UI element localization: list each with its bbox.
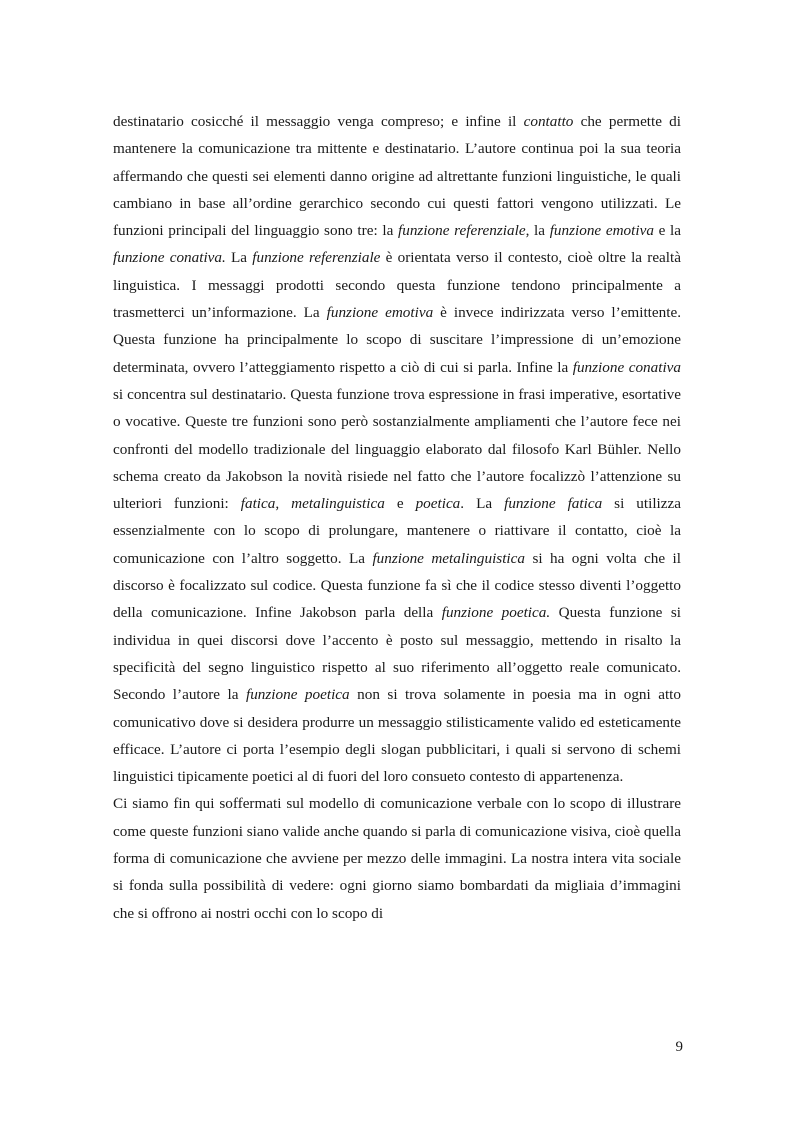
text-run: si utilizza essenzialmente con lo scopo di prolungare, mantenere o riattivare il contatto, cioè la comunicazione con l’altro soggetto. La <box>113 495 681 567</box>
text-run: che permette di mantenere la comunicazione tra mittente e destinatario. L’autore continua poi la sua teoria affermando che questi sei elementi danno origine ad altrettante funzioni linguistiche, le quali cambiano in base all’ordine gerarchico secondo cui questi fattori vengono utilizzati. Le funzioni principali del linguaggio sono tre: la <box>113 113 681 240</box>
text-run: destinatario cosicché il messaggio venga compreso; e infine il <box>113 113 524 130</box>
italic-term: funzione referenziale <box>398 222 526 240</box>
paragraph-visual-communication: Ci siamo fin qui soffermati sul modello di comunicazione verbale con lo scopo di illustrare come queste funzioni siano valide anche quando si parla di comunicazione visiva, cioè quella forma di comunicazione che avviene per mezzo delle immagini. La nostra intera vita sociale si fonda sulla possibilità di vedere: ogni giorno siamo bombardati da migliaia d’immagini che si offrono ai nostri occhi con lo scopo di <box>113 795 681 922</box>
page-number: 9 <box>675 1039 683 1055</box>
paragraph-functions <box>113 108 681 790</box>
italic-term: funzione poetica. <box>441 604 551 622</box>
text-run: Questa funzione si individua in quei discorsi dove l’accento è posto sul messaggio, mettendo in risalto la specificità del segno linguistico rispetto al suo riferimento all’oggetto reale comunicato. Secondo l’autore la <box>113 604 681 704</box>
text-run: non si trova solamente in poesia ma in ogni atto comunicativo dove si desidera produrre un messaggio stilisticamente valido ed esteticamente efficace. L’autore ci porta l’esempio degli slogan pubblicitari, i quali si servono di schemi linguistici tipicamente poetici al di fuori del loro consueto contesto di appartenenza. <box>113 686 681 786</box>
italic-term: metalinguistica <box>291 495 385 513</box>
italic-term: funzione referenziale <box>252 249 381 267</box>
italic-term: contatto <box>523 113 574 130</box>
italic-term: funzione metalinguistica <box>372 549 525 567</box>
text-run: si ha ogni volta che il discorso è focalizzato sul codice. Questa funzione fa sì che il codice stesso diventi l’oggetto della comunicazione. Infine Jakobson parla della <box>113 549 681 622</box>
text-run: e <box>384 495 416 513</box>
italic-term: funzione conativa. <box>113 249 226 267</box>
body-text <box>113 108 681 927</box>
text-run: è invece indirizzata verso l’emittente. Questa funzione ha principalmente lo scopo di suscitare l’impressione di un’emozione determinata, ovvero l’atteggiamento rispetto a ciò di cui si parla. Infine la <box>113 304 681 376</box>
italic-term: funzione poetica <box>245 686 350 704</box>
italic-term: funzione fatica <box>504 495 603 513</box>
italic-term: poetica <box>415 495 461 513</box>
text-run: è orientata verso il contesto, cioè oltre la realtà linguistica. I messaggi prodotti secondo questa funzione tendono principalmente a trasmetterci un’informazione. La <box>113 249 681 322</box>
text-run: , la <box>525 222 550 240</box>
text-run: si concentra sul destinatario. Questa funzione trova espressione in frasi imperative, esortative o vocative. Queste tre funzioni sono però sostanzialmente ampliamenti che l’autore fece nei confronti del modello tradizionale del linguaggio elaborato dal filosofo Karl Bühler. Nello schema creato da Jakobson la novità risiede nel fatto che l’autore focalizzò l’attenzione su ulteriori funzioni: <box>113 385 681 513</box>
italic-term: funzione conativa <box>572 358 681 376</box>
text-run: e la <box>653 222 681 240</box>
text-run: . La <box>460 495 505 513</box>
italic-term: funzione emotiva <box>549 222 654 240</box>
italic-term: funzione emotiva <box>326 304 434 322</box>
italic-term: fatica <box>240 495 276 513</box>
text-run: La <box>225 249 253 267</box>
text-run: , <box>275 495 292 513</box>
